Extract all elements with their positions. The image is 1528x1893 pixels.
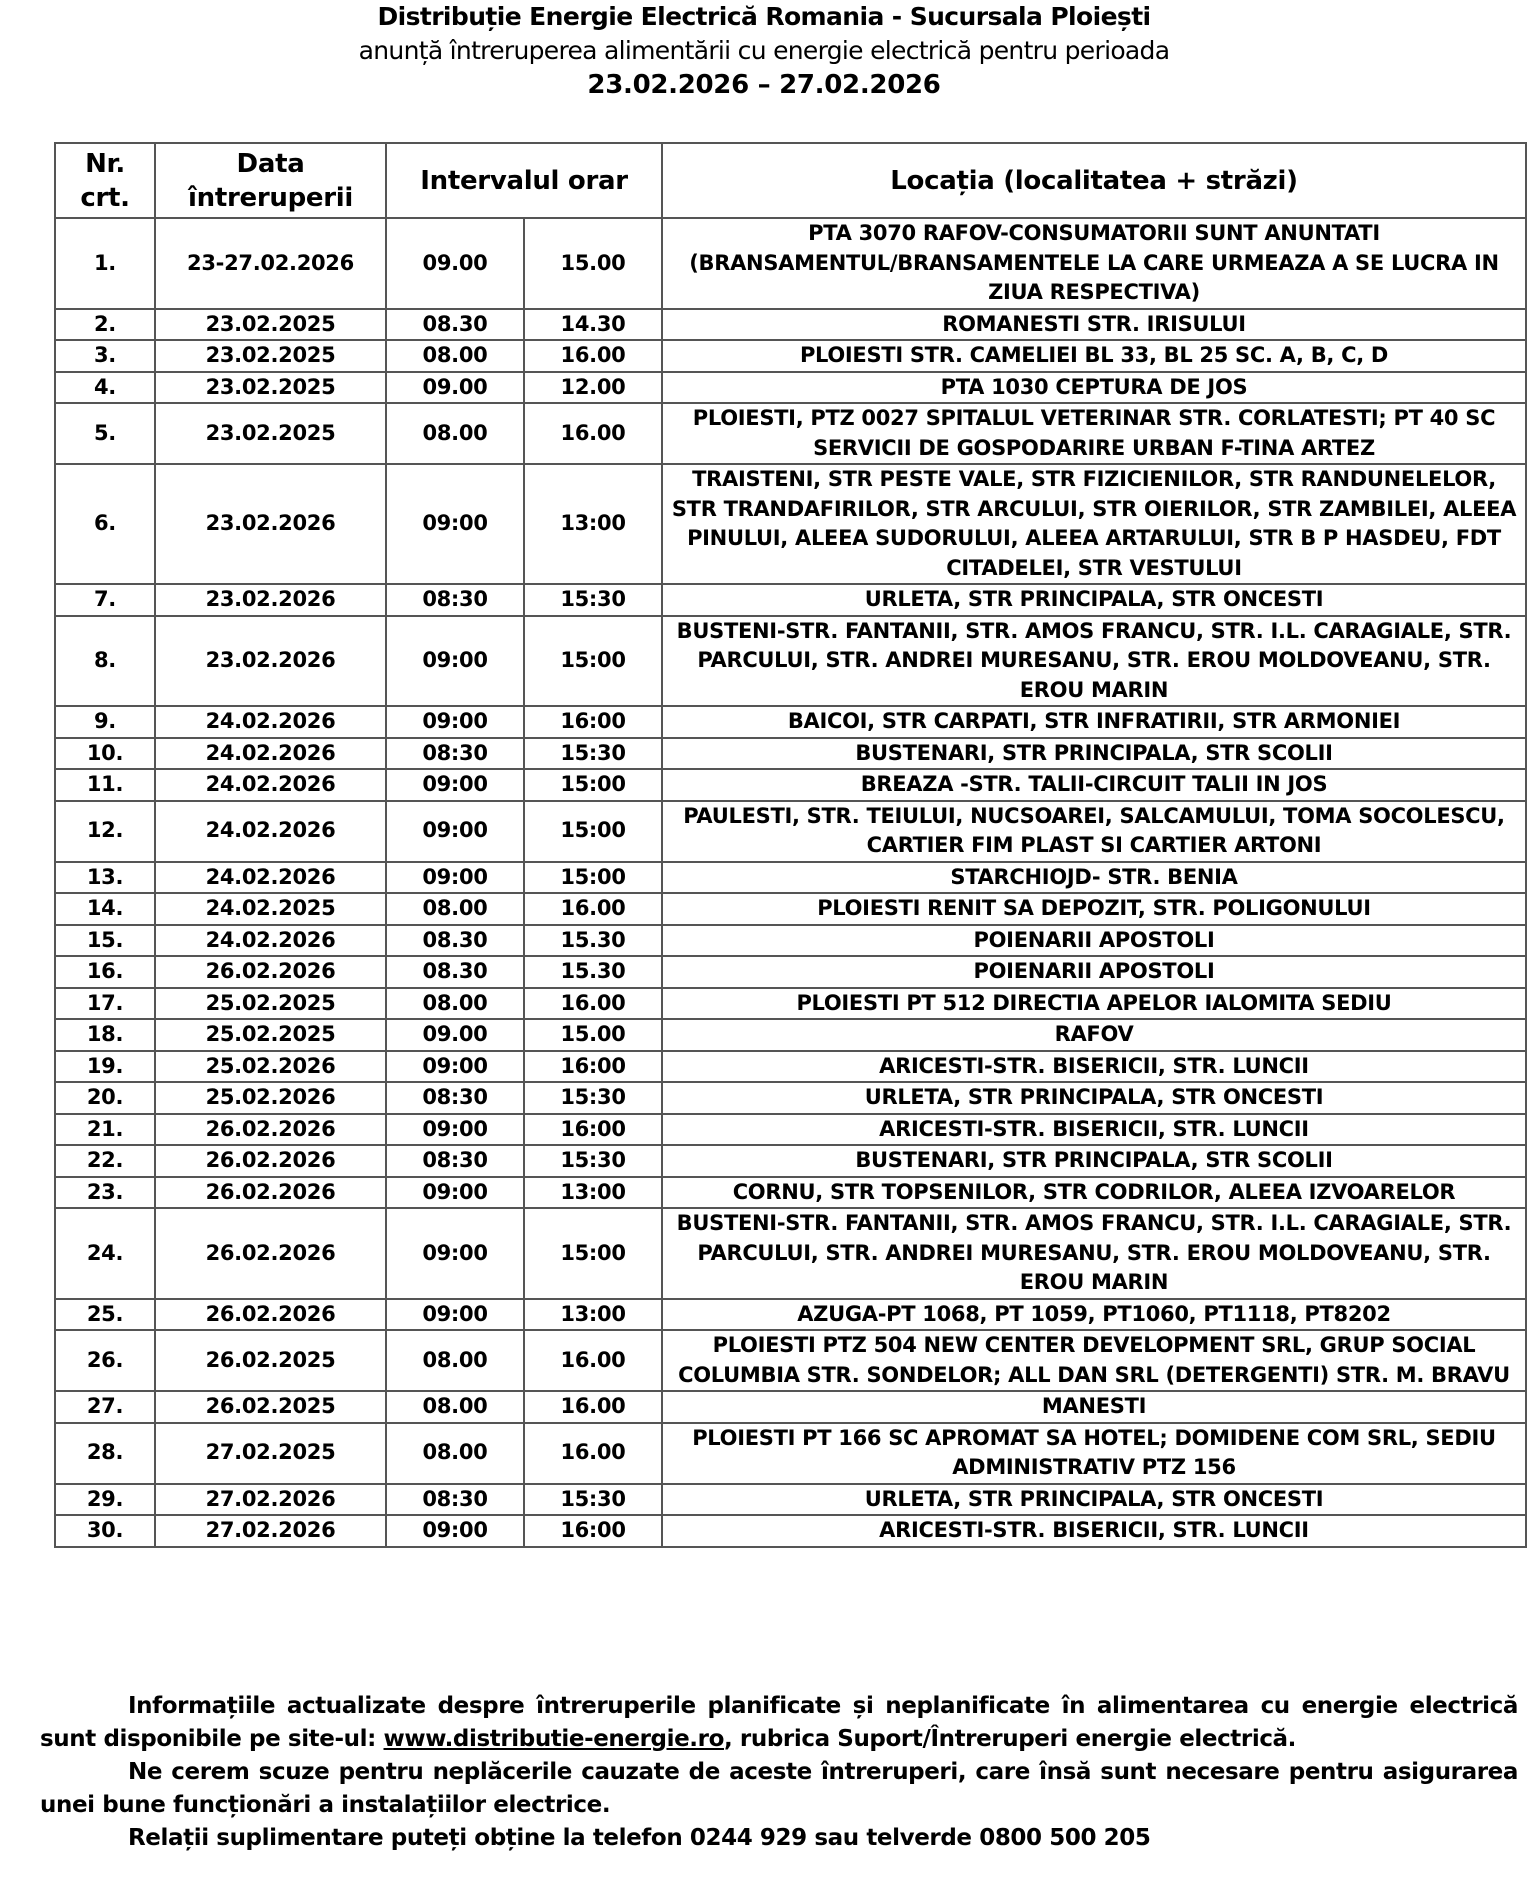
start-time: 08:30 <box>386 584 524 616</box>
location: BUSTENI-STR. FANTANII, STR. AMOS FRANCU, STR. I.L. CARAGIALE, STR. PARCULUI, STR. ANDREI MURESANU, STR. EROU MOLDOVEANU, STR. EROU MARIN <box>662 1208 1526 1299</box>
end-time: 16.00 <box>524 988 662 1020</box>
table-row <box>55 1208 1526 1299</box>
start-time: 08.30 <box>386 309 524 341</box>
table-row <box>55 309 1526 341</box>
start-time: 09:00 <box>386 1114 524 1146</box>
row-number: 26. <box>55 1330 155 1391</box>
website-link[interactable]: www.distributie-energie.ro <box>383 1726 724 1752</box>
row-number: 21. <box>55 1114 155 1146</box>
end-time: 16:00 <box>524 1051 662 1083</box>
row-number: 20. <box>55 1082 155 1114</box>
location: POIENARII APOSTOLI <box>662 925 1526 957</box>
start-time: 08.00 <box>386 1391 524 1423</box>
location: PLOIESTI STR. CAMELIEI BL 33, BL 25 SC. A, B, C, D <box>662 340 1526 372</box>
outage-date: 25.02.2025 <box>155 988 386 1020</box>
location: STARCHIOJD- STR. BENIA <box>662 862 1526 894</box>
table-row <box>55 1114 1526 1146</box>
end-time: 13:00 <box>524 464 662 584</box>
location: PLOIESTI PT 512 DIRECTIA APELOR IALOMITA SEDIU <box>662 988 1526 1020</box>
table-row <box>55 1515 1526 1547</box>
row-number: 10. <box>55 738 155 770</box>
row-number: 22. <box>55 1145 155 1177</box>
start-time: 09:00 <box>386 862 524 894</box>
location: PAULESTI, STR. TEIULUI, NUCSOAREI, SALCAMULUI, TOMA SOCOLESCU, CARTIER FIM PLAST SI CARTIER ARTONI <box>662 801 1526 862</box>
table-row <box>55 706 1526 738</box>
location: MANESTI <box>662 1391 1526 1423</box>
row-number: 2. <box>55 309 155 341</box>
outage-date: 24.02.2025 <box>155 893 386 925</box>
outage-date: 27.02.2025 <box>155 1423 386 1484</box>
end-time: 16.00 <box>524 1391 662 1423</box>
end-time: 13:00 <box>524 1177 662 1209</box>
outage-date: 24.02.2026 <box>155 801 386 862</box>
location: PTA 1030 CEPTURA DE JOS <box>662 372 1526 404</box>
row-number: 15. <box>55 925 155 957</box>
outage-date: 23.02.2026 <box>155 584 386 616</box>
location: BUSTENARI, STR PRINCIPALA, STR SCOLII <box>662 738 1526 770</box>
table-row <box>55 340 1526 372</box>
outage-date: 26.02.2026 <box>155 1208 386 1299</box>
start-time: 09.00 <box>386 218 524 309</box>
table-row <box>55 988 1526 1020</box>
start-time: 08.00 <box>386 1423 524 1484</box>
footer-notes <box>40 1690 1518 1855</box>
start-time: 09:00 <box>386 1299 524 1331</box>
start-time: 09.00 <box>386 372 524 404</box>
row-number: 18. <box>55 1019 155 1051</box>
table-body <box>55 218 1526 1547</box>
end-time: 15.00 <box>524 218 662 309</box>
table-row <box>55 769 1526 801</box>
location: CORNU, STR TOPSENILOR, STR CODRILOR, ALEEA IZVOARELOR <box>662 1177 1526 1209</box>
row-number: 19. <box>55 1051 155 1083</box>
end-time: 16.00 <box>524 1330 662 1391</box>
location: ARICESTI-STR. BISERICII, STR. LUNCII <box>662 1114 1526 1146</box>
location: AZUGA-PT 1068, PT 1059, PT1060, PT1118, PT8202 <box>662 1299 1526 1331</box>
outage-date: 23-27.02.2026 <box>155 218 386 309</box>
outage-date: 24.02.2026 <box>155 738 386 770</box>
row-number: 16. <box>55 956 155 988</box>
outage-date: 26.02.2026 <box>155 956 386 988</box>
row-number: 4. <box>55 372 155 404</box>
row-number: 29. <box>55 1484 155 1516</box>
row-number: 12. <box>55 801 155 862</box>
outage-date: 25.02.2025 <box>155 1019 386 1051</box>
start-time: 08:30 <box>386 738 524 770</box>
end-time: 16:00 <box>524 1114 662 1146</box>
start-time: 09:00 <box>386 1515 524 1547</box>
outage-date: 25.02.2026 <box>155 1082 386 1114</box>
outage-date: 26.02.2025 <box>155 1330 386 1391</box>
row-number: 9. <box>55 706 155 738</box>
end-time: 15:30 <box>524 584 662 616</box>
end-time: 15:00 <box>524 801 662 862</box>
end-time: 15:00 <box>524 1208 662 1299</box>
apology-paragraph: Ne cerem scuze pentru neplăcerile cauzate de aceste întreruperi, care însă sunt necesare pentru asigurarea unei bune funcționări a instalațiilor electrice. <box>40 1759 1518 1818</box>
location: PLOIESTI RENIT SA DEPOZIT, STR. POLIGONULUI <box>662 893 1526 925</box>
location: BUSTENARI, STR PRINCIPALA, STR SCOLII <box>662 1145 1526 1177</box>
table-row <box>55 1019 1526 1051</box>
row-number: 7. <box>55 584 155 616</box>
outage-date: 24.02.2026 <box>155 925 386 957</box>
outage-date: 23.02.2026 <box>155 616 386 707</box>
table-header-row <box>55 143 1526 218</box>
table-row <box>55 893 1526 925</box>
table-row <box>55 403 1526 464</box>
location: ARICESTI-STR. BISERICII, STR. LUNCII <box>662 1515 1526 1547</box>
table-row <box>55 464 1526 584</box>
outage-date: 23.02.2026 <box>155 464 386 584</box>
end-time: 15:00 <box>524 616 662 707</box>
outage-date: 26.02.2026 <box>155 1145 386 1177</box>
outage-date: 27.02.2026 <box>155 1515 386 1547</box>
table-row <box>55 1391 1526 1423</box>
table-row <box>55 1299 1526 1331</box>
info-paragraph: Informațiile actualizate despre întreruperile planificate și neplanificate în alimentarea cu energie electrică sunt disponibile pe site-ul: www.distributie-energie.ro, rubrica Suport/Întreruperi energie electrică. <box>40 1693 1518 1752</box>
end-time: 15:30 <box>524 1082 662 1114</box>
table-row <box>55 372 1526 404</box>
location: BUSTENI-STR. FANTANII, STR. AMOS FRANCU, STR. I.L. CARAGIALE, STR. PARCULUI, STR. ANDREI MURESANU, STR. EROU MOLDOVEANU, STR. EROU MARIN <box>662 616 1526 707</box>
table-row <box>55 1082 1526 1114</box>
location: BREAZA -STR. TALII-CIRCUIT TALII IN JOS <box>662 769 1526 801</box>
location: URLETA, STR PRINCIPALA, STR ONCESTI <box>662 1082 1526 1114</box>
end-time: 14.30 <box>524 309 662 341</box>
row-number: 8. <box>55 616 155 707</box>
row-number: 28. <box>55 1423 155 1484</box>
start-time: 09:00 <box>386 706 524 738</box>
row-number: 1. <box>55 218 155 309</box>
table-row <box>55 584 1526 616</box>
end-time: 15:30 <box>524 1145 662 1177</box>
end-time: 15.30 <box>524 925 662 957</box>
end-time: 16.00 <box>524 893 662 925</box>
location: POIENARII APOSTOLI <box>662 956 1526 988</box>
location: ROMANESTI STR. IRISULUI <box>662 309 1526 341</box>
end-time: 15:30 <box>524 738 662 770</box>
row-number: 5. <box>55 403 155 464</box>
outage-date: 23.02.2025 <box>155 372 386 404</box>
location: PTA 3070 RAFOV-CONSUMATORII SUNT ANUNTATI (BRANSAMENTUL/BRANSAMENTELE LA CARE URMEAZA A SE LUCRA IN ZIUA RESPECTIVA) <box>662 218 1526 309</box>
end-time: 15:00 <box>524 862 662 894</box>
table-row <box>55 1330 1526 1391</box>
end-time: 16.00 <box>524 403 662 464</box>
location: URLETA, STR PRINCIPALA, STR ONCESTI <box>662 1484 1526 1516</box>
location: ARICESTI-STR. BISERICII, STR. LUNCII <box>662 1051 1526 1083</box>
start-time: 09:00 <box>386 801 524 862</box>
table-row <box>55 218 1526 309</box>
location: PLOIESTI PT 166 SC APROMAT SA HOTEL; DOMIDENE COM SRL, SEDIU ADMINISTRATIV PTZ 156 <box>662 1423 1526 1484</box>
outage-date: 25.02.2026 <box>155 1051 386 1083</box>
row-number: 25. <box>55 1299 155 1331</box>
start-time: 08.00 <box>386 403 524 464</box>
table-row <box>55 738 1526 770</box>
row-number: 14. <box>55 893 155 925</box>
location: PLOIESTI PTZ 504 NEW CENTER DEVELOPMENT SRL, GRUP SOCIAL COLUMBIA STR. SONDELOR; ALL DAN SRL (DETERGENTI) STR. M. BRAVU <box>662 1330 1526 1391</box>
row-number: 6. <box>55 464 155 584</box>
start-time: 08.00 <box>386 893 524 925</box>
start-time: 08.30 <box>386 925 524 957</box>
row-number: 30. <box>55 1515 155 1547</box>
end-time: 15.30 <box>524 956 662 988</box>
period-range: 23.02.2026 – 27.02.2026 <box>587 70 941 100</box>
table-row <box>55 862 1526 894</box>
outage-date: 26.02.2026 <box>155 1177 386 1209</box>
outage-date: 23.02.2025 <box>155 403 386 464</box>
row-number: 17. <box>55 988 155 1020</box>
location: PLOIESTI, PTZ 0027 SPITALUL VETERINAR STR. CORLATESTI; PT 40 SC SERVICII DE GOSPODARIRE URBAN F-TINA ARTEZ <box>662 403 1526 464</box>
outage-date: 24.02.2026 <box>155 706 386 738</box>
row-number: 23. <box>55 1177 155 1209</box>
start-time: 08.00 <box>386 988 524 1020</box>
start-time: 09:00 <box>386 1051 524 1083</box>
start-time: 09.00 <box>386 1019 524 1051</box>
end-time: 15:30 <box>524 1484 662 1516</box>
table-row <box>55 1051 1526 1083</box>
row-number: 3. <box>55 340 155 372</box>
table-row <box>55 616 1526 707</box>
start-time: 09:00 <box>386 1208 524 1299</box>
outage-date: 26.02.2026 <box>155 1299 386 1331</box>
location: URLETA, STR PRINCIPALA, STR ONCESTI <box>662 584 1526 616</box>
end-time: 13:00 <box>524 1299 662 1331</box>
outage-date: 23.02.2025 <box>155 340 386 372</box>
row-number: 27. <box>55 1391 155 1423</box>
document-title: Distribuție Energie Electrică Romania - Sucursala Ploiești <box>377 2 1151 31</box>
end-time: 16:00 <box>524 706 662 738</box>
table-row <box>55 1423 1526 1484</box>
table-row <box>55 925 1526 957</box>
outage-date: 24.02.2026 <box>155 862 386 894</box>
end-time: 12.00 <box>524 372 662 404</box>
end-time: 16:00 <box>524 1515 662 1547</box>
outage-date: 24.02.2026 <box>155 769 386 801</box>
outage-date: 26.02.2025 <box>155 1391 386 1423</box>
location: BAICOI, STR CARPATI, STR INFRATIRII, STR ARMONIEI <box>662 706 1526 738</box>
start-time: 08:30 <box>386 1082 524 1114</box>
table-row <box>55 1145 1526 1177</box>
table-row <box>55 1177 1526 1209</box>
start-time: 08:30 <box>386 1484 524 1516</box>
end-time: 16.00 <box>524 1423 662 1484</box>
column-header-location: Locația (localitatea + străzi) <box>662 143 1526 218</box>
outage-date: 26.02.2026 <box>155 1114 386 1146</box>
row-number: 11. <box>55 769 155 801</box>
table-row <box>55 1484 1526 1516</box>
location: RAFOV <box>662 1019 1526 1051</box>
start-time: 09:00 <box>386 464 524 584</box>
table-row <box>55 801 1526 862</box>
row-number: 24. <box>55 1208 155 1299</box>
start-time: 09:00 <box>386 1177 524 1209</box>
column-header-date: Data întreruperii <box>155 143 386 218</box>
contact-paragraph: Relații suplimentare puteți obține la telefon 0244 929 sau telverde 0800 500 205 <box>128 1825 1151 1851</box>
end-time: 16.00 <box>524 340 662 372</box>
start-time: 08.00 <box>386 340 524 372</box>
end-time: 15.00 <box>524 1019 662 1051</box>
outage-schedule-table <box>54 142 1527 1548</box>
location: TRAISTENI, STR PESTE VALE, STR FIZICIENILOR, STR RANDUNELELOR, STR TRANDAFIRILOR, STR ARCULUI, STR OIERILOR, STR ZAMBILEI, ALEEA PINULUI, ALEEA SUDORULUI, ALEEA ARTARULUI, STR B P HASDEU, FDT CITADELEI, STR VESTULUI <box>662 464 1526 584</box>
start-time: 09:00 <box>386 616 524 707</box>
start-time: 08.30 <box>386 956 524 988</box>
end-time: 15:00 <box>524 769 662 801</box>
column-header-interval: Intervalul orar <box>386 143 662 218</box>
start-time: 08.00 <box>386 1330 524 1391</box>
outage-date: 27.02.2026 <box>155 1484 386 1516</box>
start-time: 08:30 <box>386 1145 524 1177</box>
row-number: 13. <box>55 862 155 894</box>
table-row <box>55 956 1526 988</box>
document-subtitle: anunță întreruperea alimentării cu energie electrică pentru perioada <box>358 36 1170 65</box>
start-time: 09:00 <box>386 769 524 801</box>
column-header-nr: Nr. crt. <box>55 143 155 218</box>
outage-date: 23.02.2025 <box>155 309 386 341</box>
